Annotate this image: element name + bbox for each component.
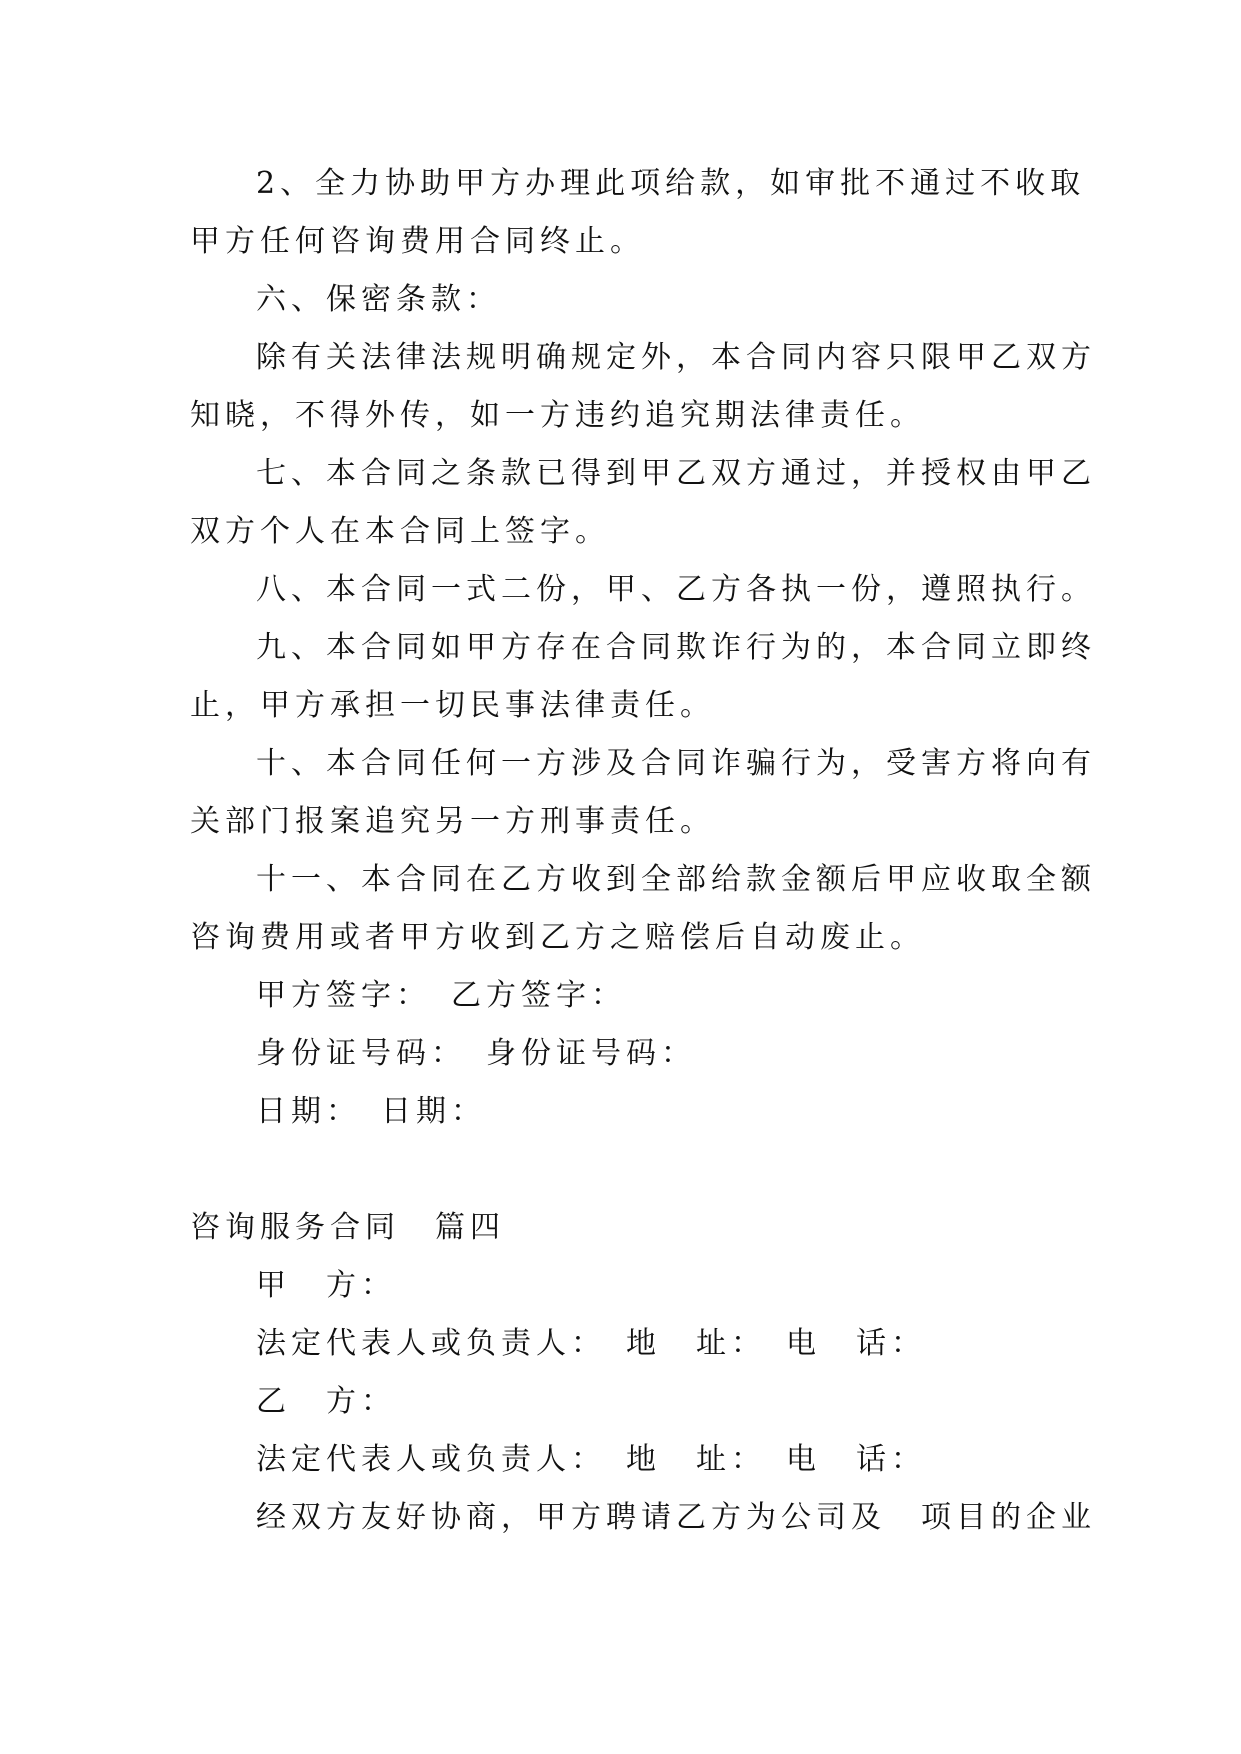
signature-line: 甲方签字： 乙方签字：	[256, 978, 626, 1013]
party-b-line: 乙 方：	[256, 1384, 396, 1419]
paragraph-line: 七、本合同之条款已得到甲乙双方通过，并授权由甲乙	[256, 456, 1096, 491]
date-line: 日期： 日期：	[256, 1094, 486, 1129]
party-a-details-line: 法定代表人或负责人： 地 址： 电 话：	[256, 1326, 926, 1361]
paragraph-line: 止，甲方承担一切民事法律责任。	[190, 688, 715, 723]
id-number-line: 身份证号码： 身份证号码：	[256, 1036, 696, 1071]
paragraph-line: 咨询费用或者甲方收到乙方之赔偿后自动废止。	[190, 920, 925, 955]
paragraph-line: 九、本合同如甲方存在合同欺诈行为的，本合同立即终	[256, 630, 1096, 665]
section-title: 咨询服务合同 篇四	[190, 1210, 505, 1245]
paragraph-line: 除有关法律法规明确规定外，本合同内容只限甲乙双方	[256, 340, 1096, 375]
paragraph-line: 甲方任何咨询费用合同终止。	[190, 224, 645, 259]
paragraph-line: 经双方友好协商，甲方聘请乙方为公司及 项目的企业	[256, 1500, 1096, 1535]
party-b-details-line: 法定代表人或负责人： 地 址： 电 话：	[256, 1442, 926, 1477]
party-a-line: 甲 方：	[256, 1268, 396, 1303]
paragraph-line: 关部门报案追究另一方刑事责任。	[190, 804, 715, 839]
paragraph-line: 八、本合同一式二份，甲、乙方各执一份，遵照执行。	[256, 572, 1096, 607]
paragraph-line: 十、本合同任何一方涉及合同诈骗行为，受害方将向有	[256, 746, 1096, 781]
paragraph-line: 知晓，不得外传，如一方违约追究期法律责任。	[190, 398, 925, 433]
paragraph-line: 2、全力协助甲方办理此项给款，如审批不通过不收取	[256, 166, 1086, 201]
section-heading: 六、保密条款：	[256, 282, 501, 317]
paragraph-line: 双方个人在本合同上签字。	[190, 514, 610, 549]
paragraph-line: 十一、本合同在乙方收到全部给款金额后甲应收取全额	[256, 862, 1096, 897]
